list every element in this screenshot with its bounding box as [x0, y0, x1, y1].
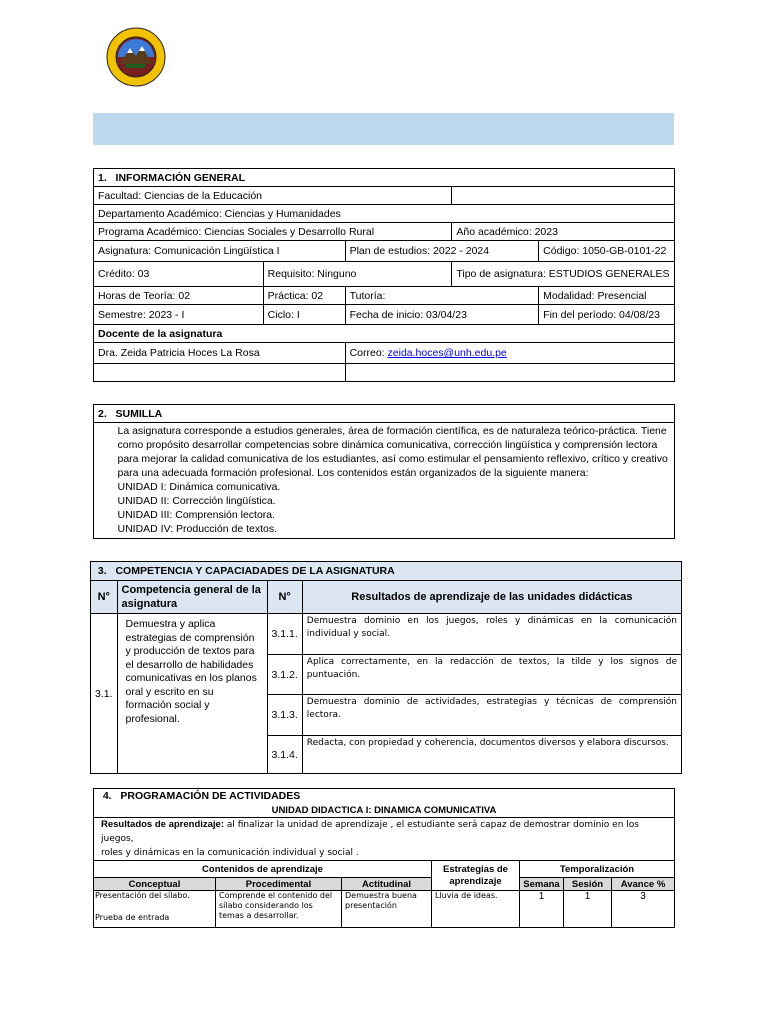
correo-cell	[345, 343, 674, 364]
conceptual-cell	[94, 891, 216, 928]
h-contenidos: Contenidos de aprendizaje	[94, 861, 432, 878]
resultado-n: 3.1.4.	[267, 736, 302, 774]
h-procedimental: Procedimental	[216, 878, 342, 891]
sumilla-table	[93, 404, 675, 539]
resultado-text: Redacta, con propiedad y coherencia, documentos diversos y elabora discursos.	[302, 736, 681, 774]
university-logo	[106, 26, 166, 88]
semana-cell: 1	[520, 891, 564, 928]
docente-header: Docente de la asignatura	[94, 325, 675, 343]
sumilla-line: La asignatura corresponde a estudios generales, área de formación científica, es de naturaleza teórico-práctica. Tiene	[117, 425, 667, 437]
correo-label: Correo:	[349, 347, 388, 359]
sumilla-line: como propósito desarrollar competencias sobre dinámica comunicativa, corrección lingüística y comprensión lectora	[117, 439, 658, 451]
horas-teoria: Horas de Teoría: 02	[94, 287, 264, 305]
programa: Programa Académico: Ciencias Sociales y Desarrollo Rural	[94, 223, 452, 241]
email-link[interactable]: zeida.hoces@unh.edu.pe	[387, 347, 507, 359]
sumilla-line: UNIDAD IV: Producción de textos.	[117, 523, 278, 535]
procedimental-cell: Comprende el contenido del sílabo considerando los temas a desarrollar.	[216, 891, 342, 928]
sumilla-line: UNIDAD II: Corrección lingüística.	[117, 495, 276, 507]
col-competencia: Competencia general de la asignatura	[117, 581, 267, 614]
section-number: 1.	[98, 171, 107, 184]
tipo-asignatura: Tipo de asignatura: ESTUDIOS GENERALES	[452, 262, 675, 287]
informacion-general-table	[93, 168, 675, 382]
ciclo: Ciclo: I	[263, 305, 345, 325]
empty-cell	[94, 364, 346, 382]
competencia-table	[90, 561, 682, 774]
fecha-inicio: Fecha de inicio: 03/04/23	[345, 305, 539, 325]
resultado-n: 3.1.3.	[267, 695, 302, 736]
fin-periodo: Fin del período: 04/08/23	[539, 305, 675, 325]
h-sesion: Sesión	[564, 878, 612, 891]
anio-academico: Año académico: 2023	[452, 223, 675, 241]
practica: Práctica: 02	[263, 287, 345, 305]
plan-estudios: Plan de estudios: 2022 - 2024	[345, 241, 539, 262]
section-title: INFORMACIÓN GENERAL	[115, 171, 246, 184]
resultado-text: Demuestra dominio de actividades, estrategias y técnicas de comprensión lectora.	[302, 695, 681, 736]
codigo: Código: 1050-GB-0101-22	[539, 241, 675, 262]
actitudinal-cell: Demuestra buena presentación	[342, 891, 432, 928]
avance-cell: 3	[612, 891, 675, 928]
resultado-text: Aplica correctamente, en la redacción de textos, la tilde y los signos de puntuación.	[302, 655, 681, 695]
sumilla-line: para una adecuada formación profesional. Los contenidos están organizados de la siguiente manera:	[117, 467, 589, 479]
conceptual-item: Prueba de entrada	[95, 913, 170, 922]
resultado-n: 3.1.2.	[267, 655, 302, 695]
resultados-text: roles y dinámicas en la comunicación individual y social .	[101, 848, 359, 858]
resultados-aprendizaje	[94, 818, 675, 861]
col-n2: N°	[267, 581, 302, 614]
tutoria: Tutoría:	[345, 287, 539, 305]
section-number: 3.	[97, 565, 107, 577]
credito: Crédito: 03	[94, 262, 264, 287]
conceptual-item: Presentación del sílabo.	[95, 891, 190, 900]
section2-header	[94, 405, 675, 423]
empty-cell	[345, 364, 674, 382]
h-temporalizacion: Temporalización	[520, 861, 675, 878]
indent-cell	[94, 423, 114, 539]
title-banner	[93, 113, 674, 145]
requisito: Requisito: Ninguno	[263, 262, 452, 287]
asignatura: Asignatura: Comunicación Lingüística I	[94, 241, 346, 262]
empty-cell	[452, 187, 675, 205]
col-resultados: Resultados de aprendizaje de las unidades didácticas	[302, 581, 681, 614]
resultados-text: al finalizar la unidad de aprendizaje , el estudiante será capaz de demostrar dominio en los juegos,	[101, 820, 639, 844]
facultad: Facultad: Ciencias de la Educación	[94, 187, 452, 205]
sesion-cell: 1	[564, 891, 612, 928]
resultados-label: Resultados de aprendizaje:	[101, 819, 225, 830]
unidad-title: UNIDAD DIDACTICA I: DINAMICA COMUNICATIVA	[94, 803, 675, 818]
sumilla-line: para mejorar la calidad comunicativa de los estudiantes, así como estimular el pensamiento reflexivo, crítico y creativo	[117, 453, 668, 465]
section1-header	[94, 169, 675, 187]
section4-header	[94, 789, 675, 804]
sumilla-line: UNIDAD I: Dinámica comunicativa.	[117, 481, 281, 493]
col-n: N°	[91, 581, 118, 614]
section-title: PROGRAMACIÓN DE ACTIVIDADES	[120, 790, 301, 802]
h-avance: Avance %	[612, 878, 675, 891]
h-actitudinal: Actitudinal	[342, 878, 432, 891]
competencia-text: Demuestra y aplica estrategias de comprensión y producción de textos para el desarrollo de habilidades comunicativas en los planos oral y escrito en su formación social y profesional.	[117, 614, 267, 774]
resultado-text: Demuestra dominio en los juegos, roles y dinámicas en la comunicación individual y social.	[302, 614, 681, 655]
row-number: 3.1.	[91, 614, 118, 774]
h-estrategias: Estrategias de aprendizaje	[432, 861, 520, 891]
h-semana: Semana	[520, 878, 564, 891]
sumilla-text	[114, 423, 675, 539]
resultado-n: 3.1.1.	[267, 614, 302, 655]
section-number: 2.	[98, 407, 107, 420]
semestre: Semestre: 2023 - I	[94, 305, 264, 325]
section-number: 4.	[102, 790, 112, 802]
sumilla-line: UNIDAD III: Comprensión lectora.	[117, 509, 276, 521]
modalidad: Modalidad: Presencial	[539, 287, 675, 305]
section-title: COMPETENCIA Y CAPACIADADES DE LA ASIGNATURA	[115, 565, 395, 577]
docente-name: Dra. Zeida Patricia Hoces La Rosa	[94, 343, 346, 364]
departamento: Departamento Académico: Ciencias y Humanidades	[94, 205, 675, 223]
section-title: SUMILLA	[115, 407, 163, 420]
h-conceptual: Conceptual	[94, 878, 216, 891]
section3-header	[91, 562, 682, 581]
programacion-table	[93, 788, 675, 928]
estrategia-cell: Lluvia de ideas.	[432, 891, 520, 928]
